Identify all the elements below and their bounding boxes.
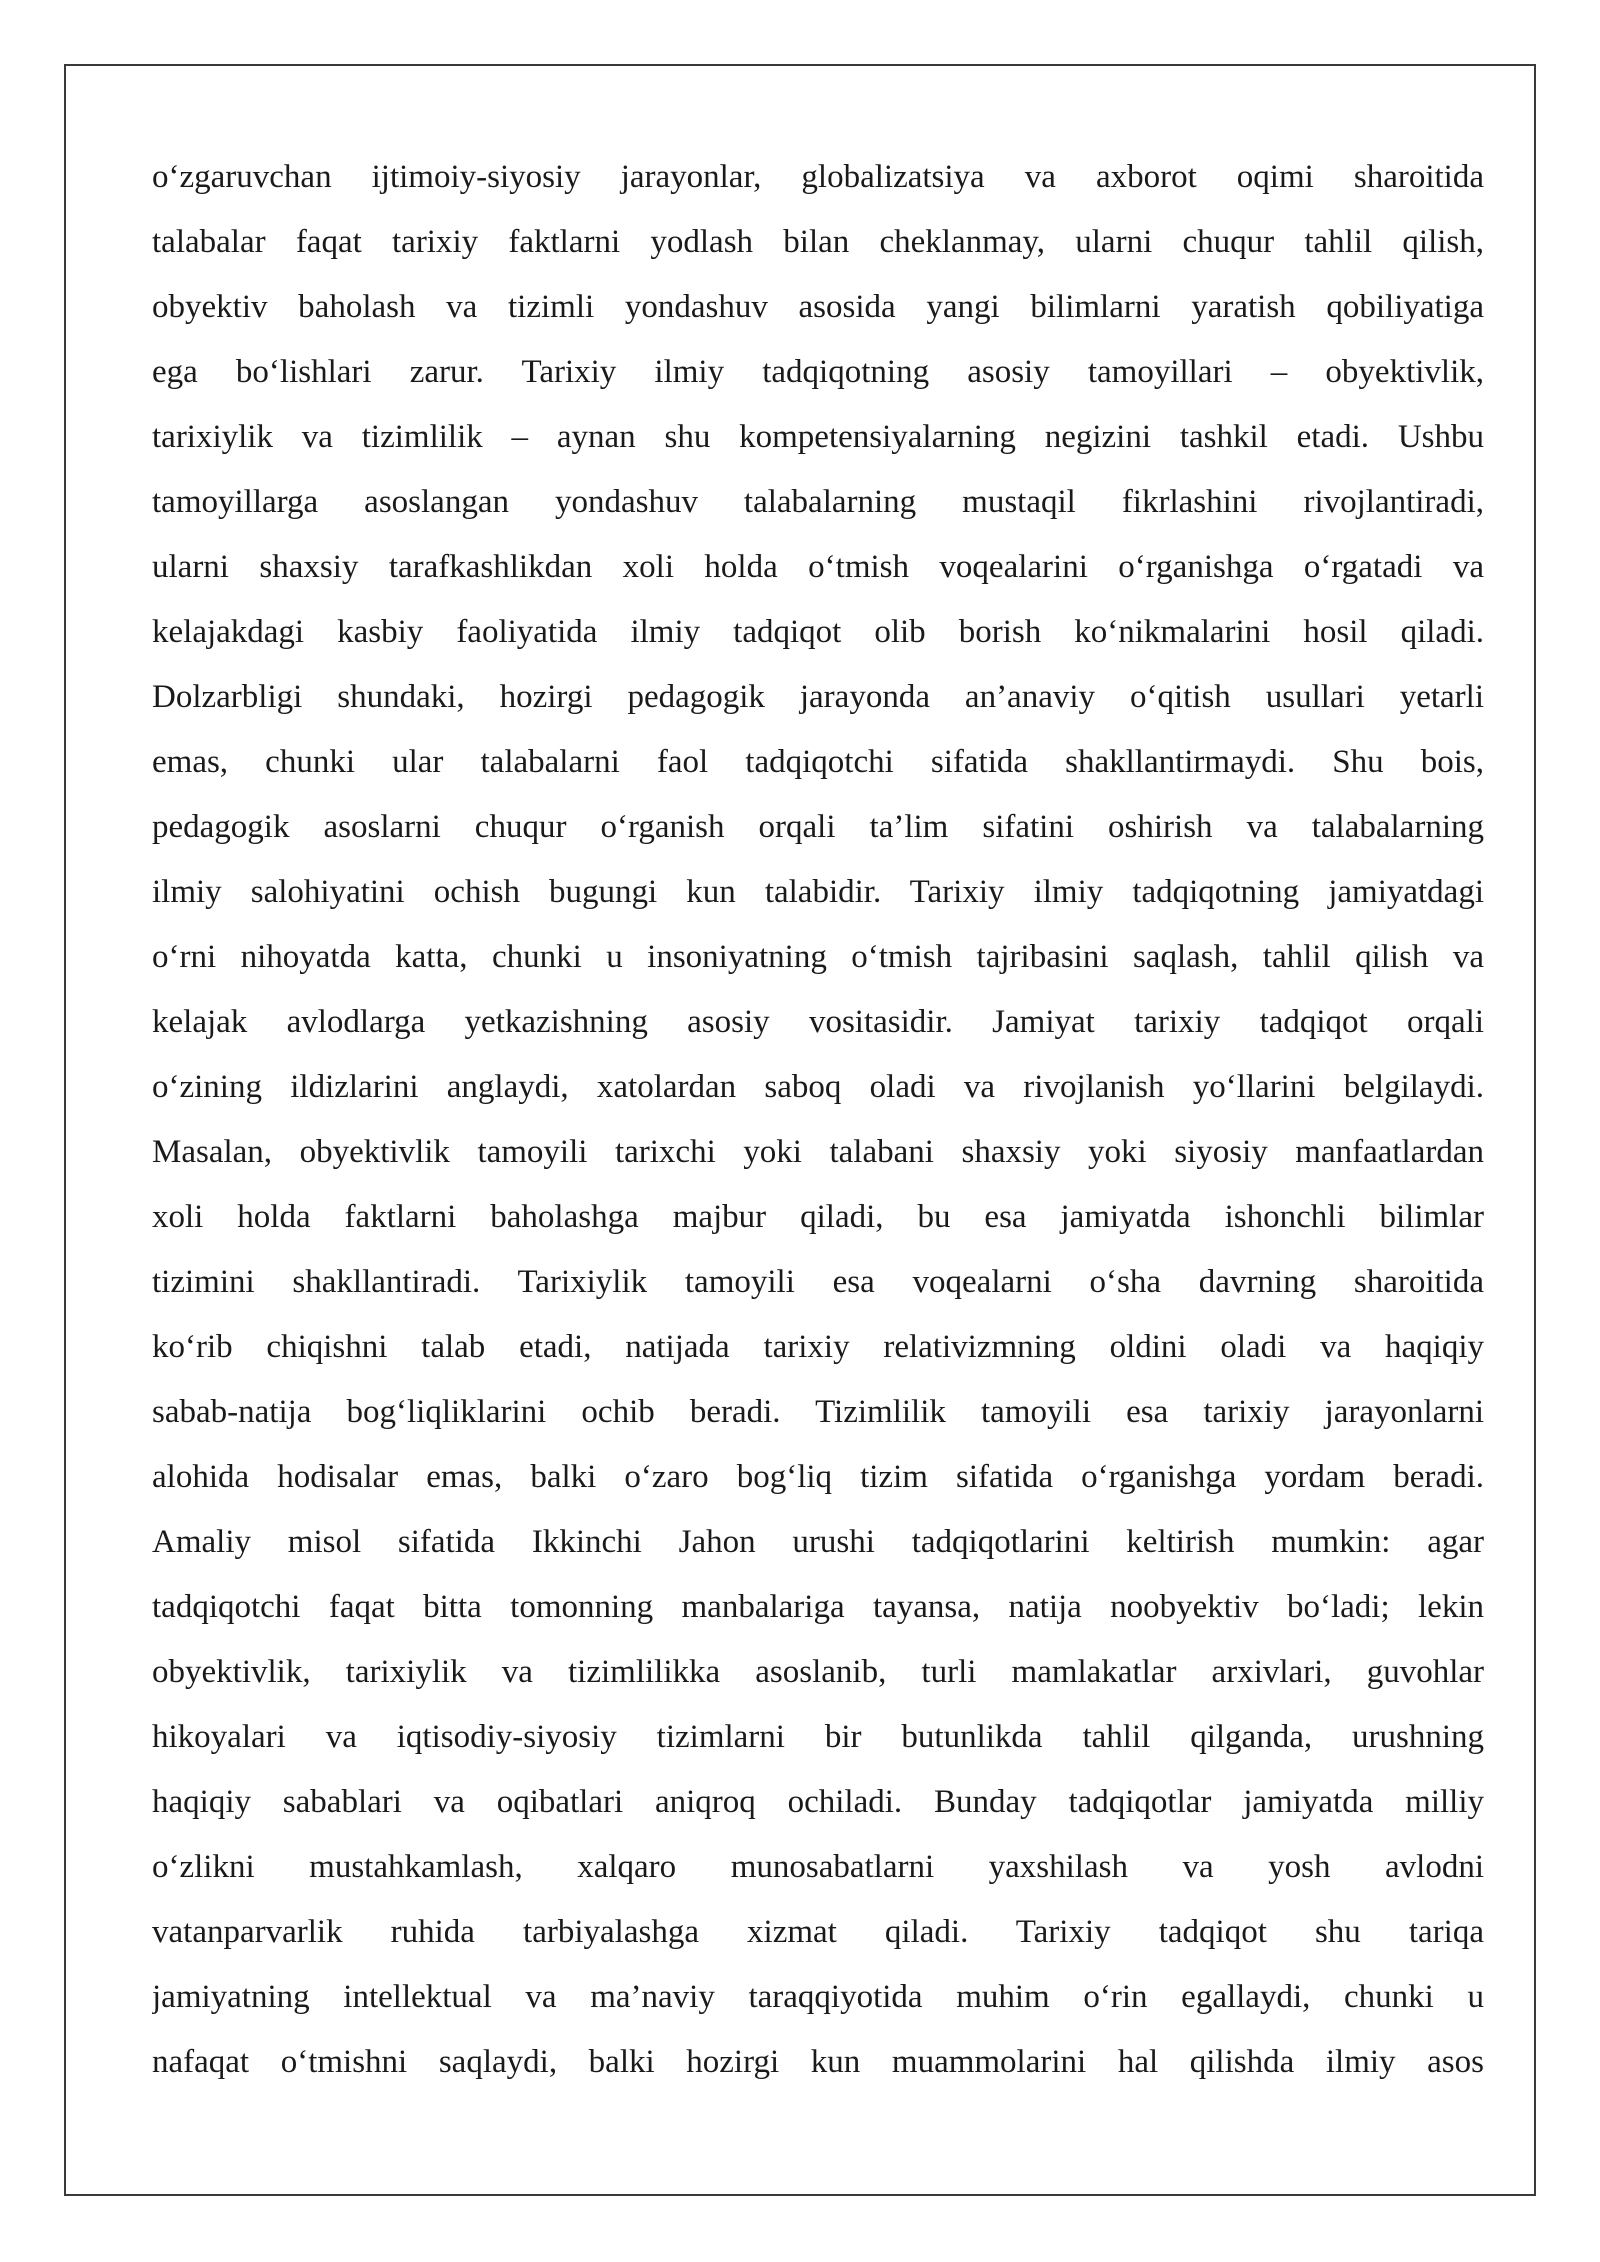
text-line: ko‘rib chiqishni talab etadi, natijada tarixiy relativizmning oldini oladi va haqiqiy xyxy=(152,1329,1484,1365)
text-line: obyektivlik, tarixiylik va tizimlilikka asoslanib, turli mamlakatlar arxivlari, guvohlar xyxy=(152,1654,1484,1690)
text-line: o‘zining ildizlarini anglaydi, xatolardan saboq oladi va rivojlanish yo‘llarini belgilaydi. xyxy=(152,1069,1484,1105)
text-line: o‘rni nihoyatda katta, chunki u insoniyatning o‘tmish tajribasini saqlash, tahlil qilish va xyxy=(152,939,1484,975)
text-line: alohida hodisalar emas, balki o‘zaro bog‘liq tizim sifatida o‘rganishga yordam beradi. xyxy=(152,1459,1484,1495)
text-line: tizimini shakllantiradi. Tarixiylik tamoyili esa voqealarni o‘sha davrning sharoitida xyxy=(152,1264,1484,1300)
text-line: Masalan, obyektivlik tamoyili tarixchi yoki talabani shaxsiy yoki siyosiy manfaatlardan xyxy=(152,1134,1484,1170)
text-line: Amaliy misol sifatida Ikkinchi Jahon urushi tadqiqotlarini keltirish mumkin: agar xyxy=(152,1524,1484,1560)
text-line: o‘zgaruvchan ijtimoiy-siyosiy jarayonlar, globalizatsiya va axborot oqimi sharoitida xyxy=(152,159,1484,195)
text-line: o‘zlikni mustahkamlash, xalqaro munosabatlarni yaxshilash va yosh avlodni xyxy=(152,1849,1484,1885)
text-line: haqiqiy sabablari va oqibatlari aniqroq ochiladi. Bunday tadqiqotlar jamiyatda milliy xyxy=(152,1784,1484,1820)
text-line: kelajakdagi kasbiy faoliyatida ilmiy tadqiqot olib borish ko‘nikmalarini hosil qiladi. xyxy=(152,614,1484,650)
text-line: jamiyatning intellektual va ma’naviy taraqqiyotida muhim o‘rin egallaydi, chunki u xyxy=(152,1979,1484,2015)
text-line: pedagogik asoslarni chuqur o‘rganish orqali ta’lim sifatini oshirish va talabalarning xyxy=(152,809,1484,845)
text-line: ularni shaxsiy tarafkashlikdan xoli holda o‘tmish voqealarini o‘rganishga o‘rgatadi va xyxy=(152,549,1484,585)
text-line: ega bo‘lishlari zarur. Tarixiy ilmiy tadqiqotning asosiy tamoyillari – obyektivlik, xyxy=(152,354,1484,390)
text-line: tadqiqotchi faqat bitta tomonning manbalariga tayansa, natija noobyektiv bo‘ladi; lekin xyxy=(152,1589,1484,1625)
text-line: obyektiv baholash va tizimli yondashuv asosida yangi bilimlarni yaratish qobiliyatiga xyxy=(152,289,1484,325)
text-line: kelajak avlodlarga yetkazishning asosiy vositasidir. Jamiyat tarixiy tadqiqot orqali xyxy=(152,1004,1484,1040)
text-line: xoli holda faktlarni baholashga majbur qiladi, bu esa jamiyatda ishonchli bilimlar xyxy=(152,1199,1484,1235)
text-line: emas, chunki ular talabalarni faol tadqiqotchi sifatida shakllantirmaydi. Shu bois, xyxy=(152,744,1484,780)
text-line: tamoyillarga asoslangan yondashuv talabalarning mustaqil fikrlashini rivojlantiradi, xyxy=(152,484,1484,520)
text-line: vatanparvarlik ruhida tarbiyalashga xizmat qiladi. Tarixiy tadqiqot shu tariqa xyxy=(152,1914,1484,1950)
text-line: hikoyalari va iqtisodiy-siyosiy tizimlarni bir butunlikda tahlil qilganda, urushning xyxy=(152,1719,1484,1755)
text-line: talabalar faqat tarixiy faktlarni yodlash bilan cheklanmay, ularni chuqur tahlil qilish, xyxy=(152,224,1484,260)
text-line: sabab-natija bog‘liqliklarini ochib beradi. Tizimlilik tamoyili esa tarixiy jarayonlarni xyxy=(152,1394,1484,1430)
text-line: tarixiylik va tizimlilik – aynan shu kompetensiyalarning negizini tashkil etadi. Ushbu xyxy=(152,419,1484,455)
text-line: ilmiy salohiyatini ochish bugungi kun talabidir. Tarixiy ilmiy tadqiqotning jamiyatdagi xyxy=(152,874,1484,910)
text-line: Dolzarbligi shundaki, hozirgi pedagogik jarayonda an’anaviy o‘qitish usullari yetarli xyxy=(152,679,1484,715)
text-line: nafaqat o‘tmishni saqlaydi, balki hozirgi kun muammolarini hal qilishda ilmiy asos xyxy=(152,2044,1484,2080)
body-text xyxy=(152,145,1484,2095)
